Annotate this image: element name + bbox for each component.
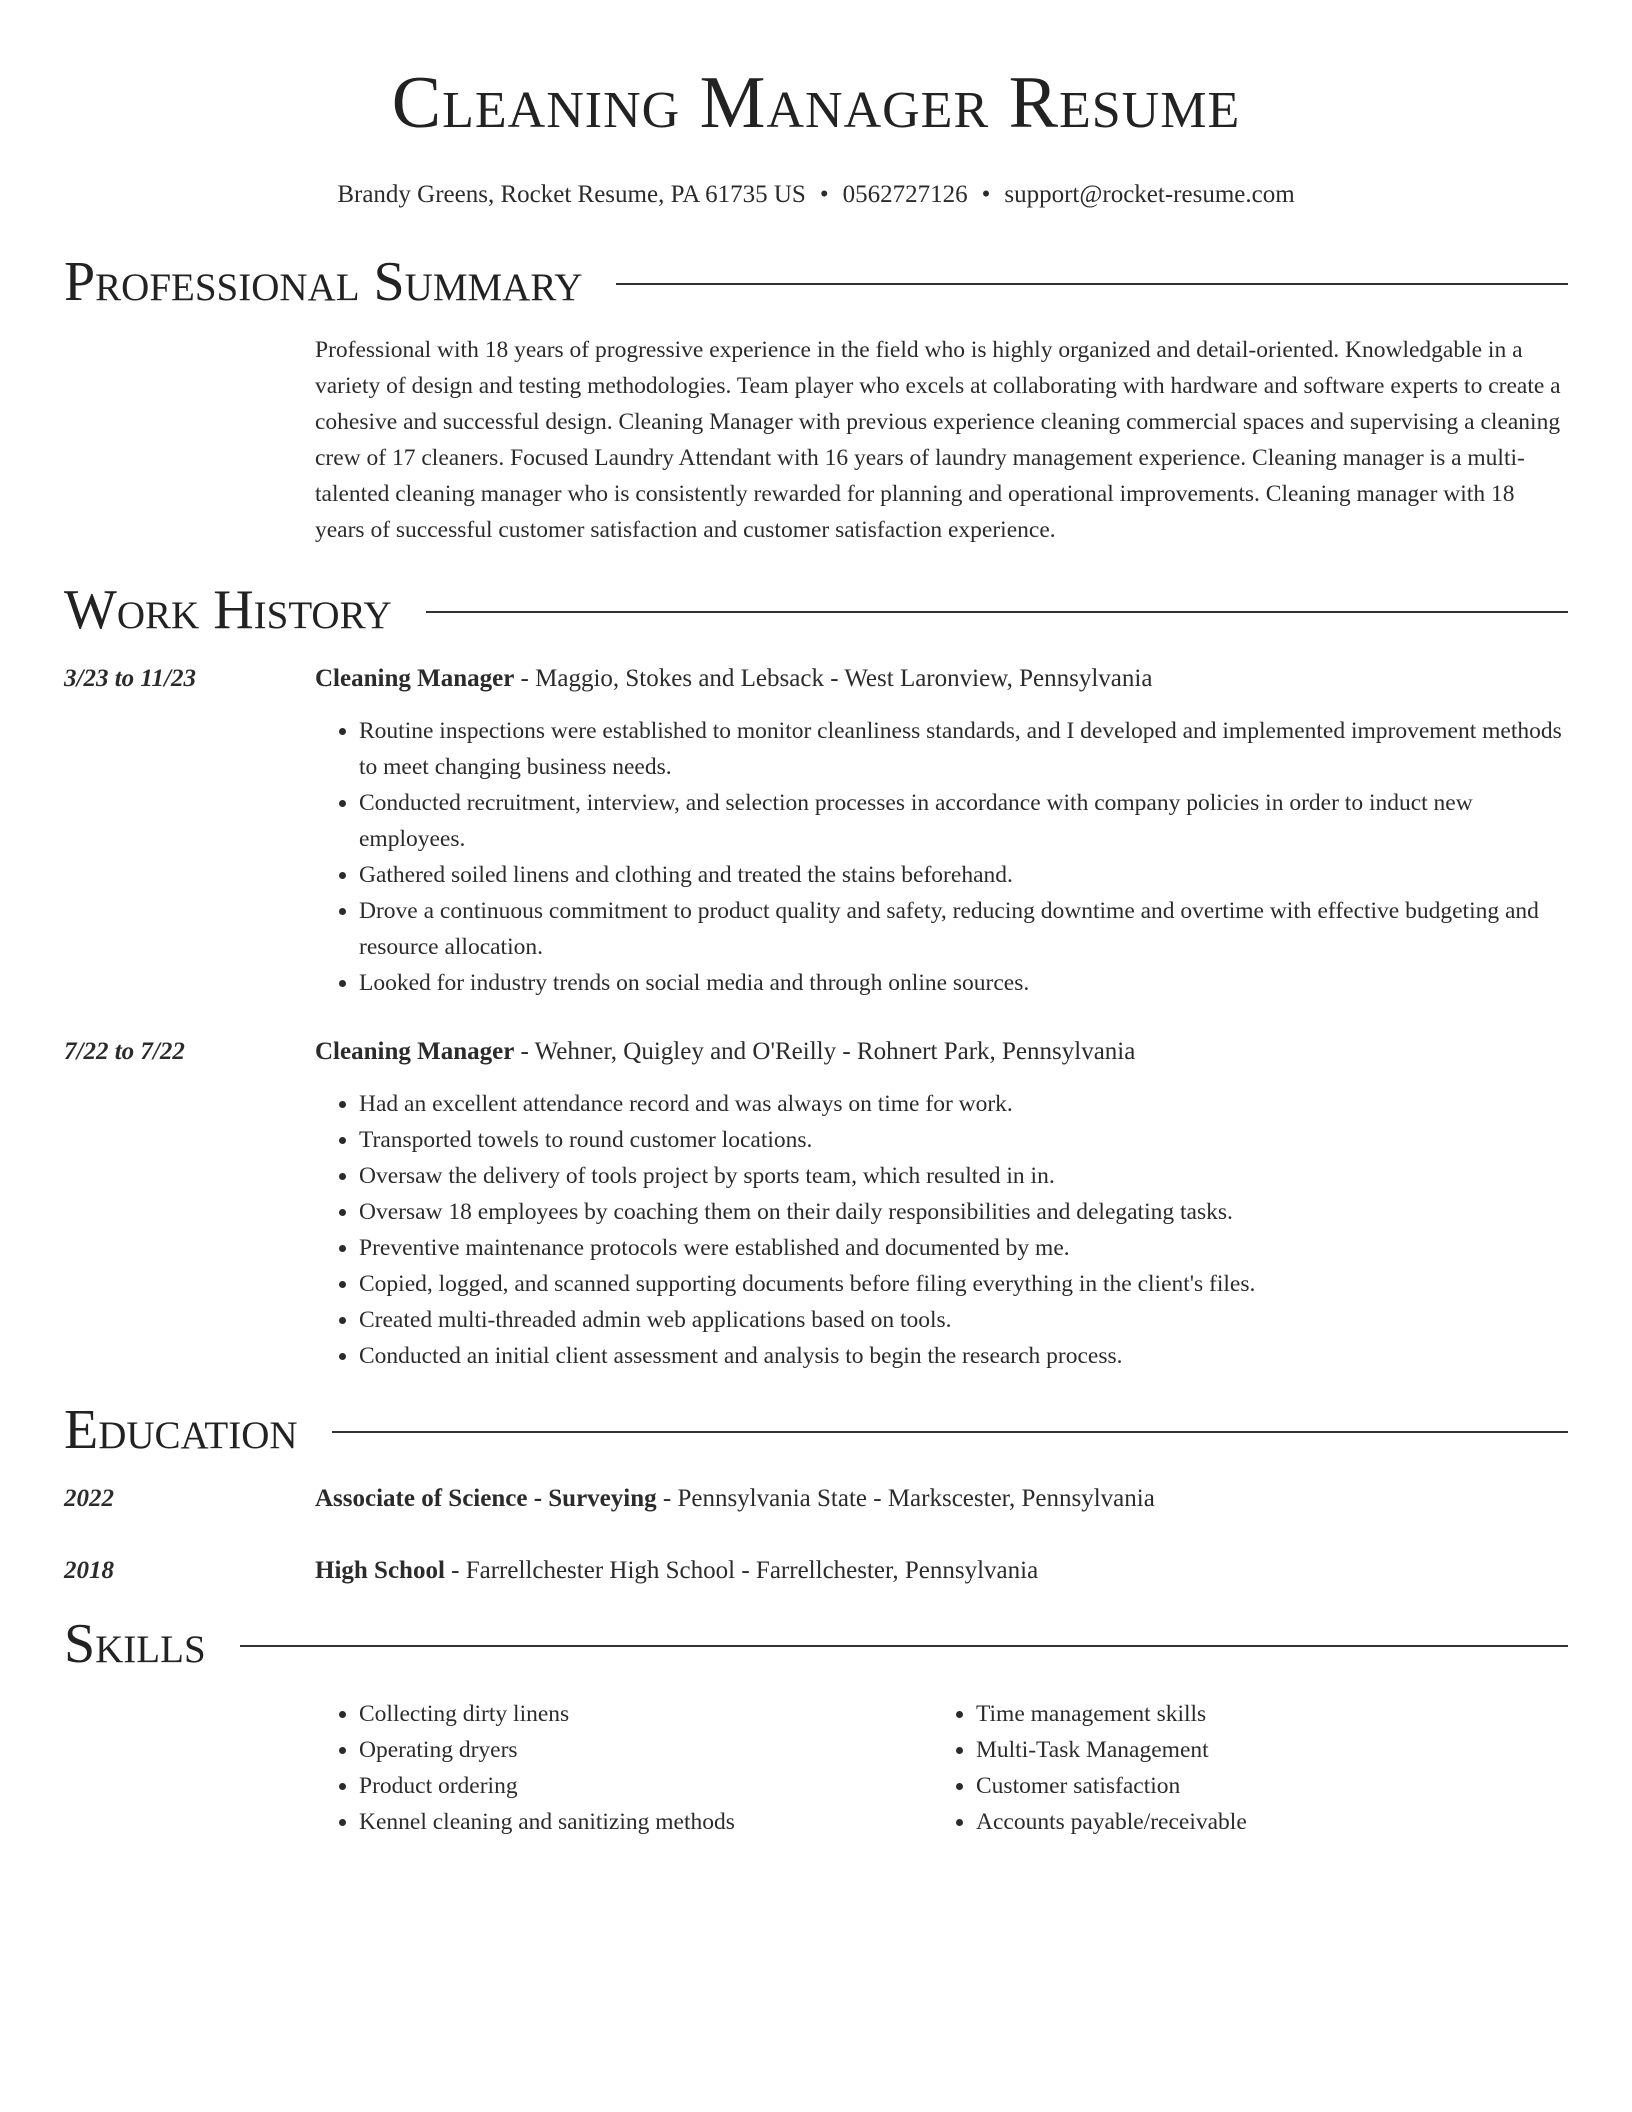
skill-item: • Multi-Task Management — [976, 1732, 1549, 1768]
education-header — [315, 1482, 1155, 1516]
job-bullet: • Preventive maintenance protocols were established and documented by me. — [359, 1230, 1568, 1266]
contact-separator: • — [981, 181, 991, 208]
skill-item: • Time management skills — [976, 1696, 1549, 1732]
contact-line — [64, 178, 1568, 212]
job-bullet: • Looked for industry trends on social media and through online sources. — [359, 965, 1568, 1001]
job-entry — [64, 662, 1568, 1001]
education-entry — [64, 1482, 1568, 1516]
job-body — [315, 1035, 1568, 1374]
education-header — [315, 1554, 1038, 1588]
work-heading: Work History — [64, 579, 392, 641]
contact-separator: • — [819, 181, 829, 208]
summary-heading: Professional Summary — [64, 251, 583, 313]
job-header — [315, 662, 1568, 696]
job-bullet: • Conducted an initial client assessment and analysis to begin the research process. — [359, 1338, 1568, 1374]
education-entry — [64, 1554, 1568, 1588]
skill-item: • Customer satisfaction — [976, 1768, 1549, 1804]
job-header — [315, 1035, 1568, 1069]
skill-item: • Operating dryers — [359, 1732, 932, 1768]
job-bullet: • Drove a continuous commitment to product quality and safety, reducing downtime and overtime with effective budgeting and resource allocation. — [359, 893, 1568, 965]
section-divider — [240, 1645, 1568, 1647]
job-bullet: • Gathered soiled linens and clothing and treated the stains beforehand. — [359, 857, 1568, 893]
job-employer: - Wehner, Quigley and O'Reilly - Rohnert Park, Pennsylvania — [514, 1038, 1136, 1065]
contact-phone: 0562727126 — [842, 181, 968, 208]
education-school: - Farrellchester High School - Farrellchester, Pennsylvania — [444, 1557, 1039, 1584]
skills-section-header — [64, 1612, 1568, 1676]
section-divider — [426, 611, 1568, 613]
education-school: - Pennsylvania State - Markscester, Pennsylvania — [656, 1485, 1155, 1512]
work-section-header — [64, 578, 1568, 642]
job-bullet: • Copied, logged, and scanned supporting documents before filing everything in the client's files. — [359, 1266, 1568, 1302]
education-year: 2022 — [64, 1485, 114, 1512]
job-bullet: • Oversaw 18 employees by coaching them on their daily responsibilities and delegating tasks. — [359, 1194, 1568, 1230]
education-heading: Education — [64, 1399, 298, 1461]
contact-email: support@rocket-resume.com — [1004, 181, 1295, 208]
job-bullet: • Transported towels to round customer locations. — [359, 1122, 1568, 1158]
job-bullet: • Conducted recruitment, interview, and selection processes in accordance with company policies in order to induct new employees. — [359, 785, 1568, 857]
skill-item: • Collecting dirty linens — [359, 1696, 932, 1732]
job-dates: 3/23 to 11/23 — [64, 665, 196, 692]
skill-item: • Accounts payable/receivable — [976, 1804, 1549, 1840]
job-bullet: • Had an excellent attendance record and was always on time for work. — [359, 1086, 1568, 1122]
education-degree: Associate of Science - Surveying — [315, 1485, 657, 1512]
job-employer: - Maggio, Stokes and Lebsack - West Laronview, Pennsylvania — [514, 665, 1153, 692]
education-degree: High School — [315, 1557, 445, 1584]
job-bullets — [315, 1086, 1568, 1374]
job-bullets — [315, 713, 1568, 1001]
job-body — [315, 662, 1568, 1001]
skills-column-left — [315, 1696, 932, 1840]
education-year: 2018 — [64, 1557, 114, 1584]
job-bullet: • Routine inspections were established to monitor cleanliness standards, and I developed and implemented improvement methods to meet changing business needs. — [359, 713, 1568, 785]
contact-address: Brandy Greens, Rocket Resume, PA 61735 US — [337, 181, 806, 208]
job-title: Cleaning Manager — [315, 665, 515, 692]
resume-title: Cleaning Manager Resume — [391, 62, 1241, 144]
section-divider — [332, 1431, 1568, 1433]
summary-section-header — [64, 250, 1568, 314]
skills-column-right — [932, 1696, 1549, 1840]
job-dates: 7/22 to 7/22 — [64, 1038, 185, 1065]
skills-heading: Skills — [64, 1613, 206, 1675]
section-divider — [616, 283, 1568, 285]
summary-text: Professional with 18 years of progressive experience in the field who is highly organized and detail-oriented. Knowledgable in a variety of design and testing methodologies. Team player who excels at collaborating with hardware and software experts to create a cohesive and successful design. Cleaning Manager with previous experience cleaning commercial spaces and supervising a cleaning crew of 17 cleaners. Focused Laundry Attendant with 16 years of laundry management experience. Cleaning manager is a multi-talented cleaning manager who is consistently rewarded for planning and operational improvements. Cleaning manager with 18 years of successful customer satisfaction and customer satisfaction experience. — [315, 337, 1561, 543]
education-section-header — [64, 1398, 1568, 1462]
job-bullet: • Created multi-threaded admin web applications based on tools. — [359, 1302, 1568, 1338]
skills-list — [315, 1696, 1568, 1840]
job-title: Cleaning Manager — [315, 1038, 515, 1065]
job-entry — [64, 1035, 1568, 1374]
skill-item: • Kennel cleaning and sanitizing methods — [359, 1804, 932, 1840]
job-bullet: • Oversaw the delivery of tools project by sports team, which resulted in in. — [359, 1158, 1568, 1194]
skill-item: • Product ordering — [359, 1768, 932, 1804]
